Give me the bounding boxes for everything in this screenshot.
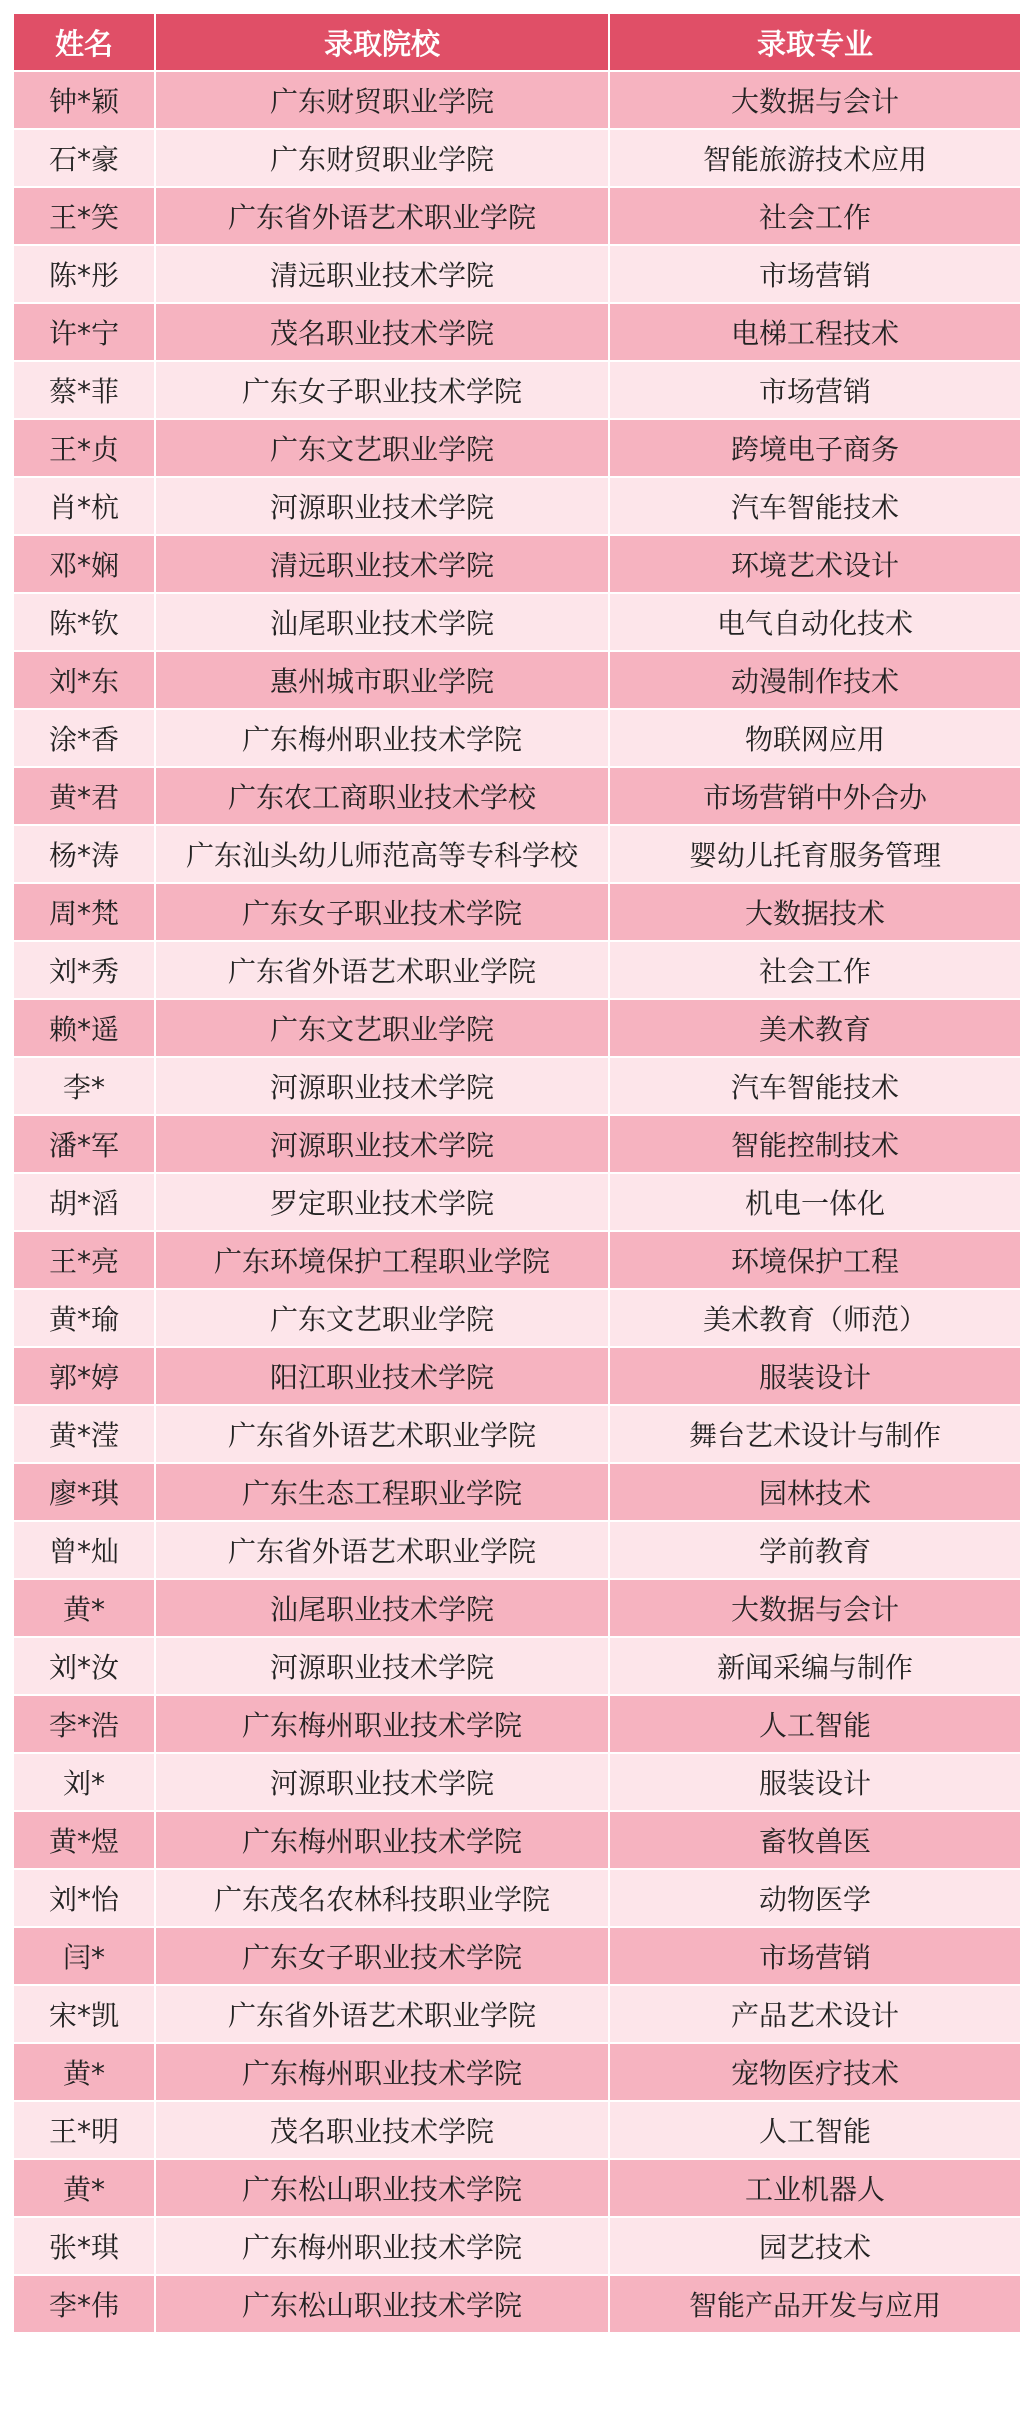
table-row	[13, 1521, 1021, 1579]
cell-major: 学前教育	[609, 1521, 1021, 1579]
cell-major: 新闻采编与制作	[609, 1637, 1021, 1695]
table-row	[13, 1347, 1021, 1405]
cell-name: 黄*君	[13, 767, 155, 825]
cell-name: 李*浩	[13, 1695, 155, 1753]
cell-major: 智能产品开发与应用	[609, 2275, 1021, 2333]
cell-name: 李*伟	[13, 2275, 155, 2333]
table-row	[13, 245, 1021, 303]
cell-school: 广东汕头幼儿师范高等专科学校	[155, 825, 609, 883]
cell-school: 广东梅州职业技术学院	[155, 1811, 609, 1869]
cell-name: 李*	[13, 1057, 155, 1115]
cell-name: 黄*	[13, 2043, 155, 2101]
cell-school: 广东梅州职业技术学院	[155, 1695, 609, 1753]
cell-school: 阳江职业技术学院	[155, 1347, 609, 1405]
table-row	[13, 1579, 1021, 1637]
cell-major: 产品艺术设计	[609, 1985, 1021, 2043]
table-row	[13, 1869, 1021, 1927]
table-row	[13, 2217, 1021, 2275]
cell-name: 王*亮	[13, 1231, 155, 1289]
cell-name: 周*梵	[13, 883, 155, 941]
cell-major: 机电一体化	[609, 1173, 1021, 1231]
table-row	[13, 1463, 1021, 1521]
cell-name: 黄*	[13, 2159, 155, 2217]
header-major: 录取专业	[609, 13, 1021, 71]
cell-name: 钟*颖	[13, 71, 155, 129]
table-row	[13, 941, 1021, 999]
cell-name: 胡*滔	[13, 1173, 155, 1231]
cell-major: 社会工作	[609, 941, 1021, 999]
cell-name: 刘*秀	[13, 941, 155, 999]
cell-school: 河源职业技术学院	[155, 1637, 609, 1695]
cell-major: 跨境电子商务	[609, 419, 1021, 477]
table-row	[13, 129, 1021, 187]
cell-major: 市场营销	[609, 361, 1021, 419]
cell-major: 汽车智能技术	[609, 1057, 1021, 1115]
table-body	[13, 71, 1021, 2333]
cell-school: 广东梅州职业技术学院	[155, 2217, 609, 2275]
cell-major: 服装设计	[609, 1753, 1021, 1811]
cell-name: 潘*军	[13, 1115, 155, 1173]
table-row	[13, 303, 1021, 361]
cell-school: 广东财贸职业学院	[155, 71, 609, 129]
admission-table-container	[12, 12, 1020, 2334]
cell-school: 河源职业技术学院	[155, 1057, 609, 1115]
table-row	[13, 883, 1021, 941]
cell-name: 赖*遥	[13, 999, 155, 1057]
cell-name: 刘*怡	[13, 1869, 155, 1927]
cell-major: 园艺技术	[609, 2217, 1021, 2275]
cell-major: 环境保护工程	[609, 1231, 1021, 1289]
cell-major: 动物医学	[609, 1869, 1021, 1927]
cell-school: 罗定职业技术学院	[155, 1173, 609, 1231]
cell-name: 王*贞	[13, 419, 155, 477]
cell-major: 市场营销	[609, 245, 1021, 303]
cell-school: 广东松山职业技术学院	[155, 2159, 609, 2217]
table-row	[13, 2043, 1021, 2101]
header-school: 录取院校	[155, 13, 609, 71]
cell-name: 陈*钦	[13, 593, 155, 651]
cell-name: 张*琪	[13, 2217, 155, 2275]
cell-name: 黄*	[13, 1579, 155, 1637]
cell-school: 河源职业技术学院	[155, 477, 609, 535]
cell-school: 广东环境保护工程职业学院	[155, 1231, 609, 1289]
cell-major: 社会工作	[609, 187, 1021, 245]
table-row	[13, 1753, 1021, 1811]
table-row	[13, 535, 1021, 593]
table-row	[13, 1811, 1021, 1869]
cell-name: 曾*灿	[13, 1521, 155, 1579]
table-row	[13, 767, 1021, 825]
table-row	[13, 1927, 1021, 1985]
cell-school: 广东省外语艺术职业学院	[155, 1985, 609, 2043]
cell-school: 广东财贸职业学院	[155, 129, 609, 187]
cell-major: 智能旅游技术应用	[609, 129, 1021, 187]
cell-major: 汽车智能技术	[609, 477, 1021, 535]
cell-name: 石*豪	[13, 129, 155, 187]
cell-major: 电梯工程技术	[609, 303, 1021, 361]
cell-major: 智能控制技术	[609, 1115, 1021, 1173]
cell-school: 广东文艺职业学院	[155, 419, 609, 477]
cell-name: 刘*汝	[13, 1637, 155, 1695]
cell-major: 大数据技术	[609, 883, 1021, 941]
header-row	[13, 13, 1021, 71]
cell-major: 婴幼儿托育服务管理	[609, 825, 1021, 883]
cell-major: 畜牧兽医	[609, 1811, 1021, 1869]
cell-name: 王*笑	[13, 187, 155, 245]
cell-name: 陈*彤	[13, 245, 155, 303]
table-row	[13, 419, 1021, 477]
cell-school: 汕尾职业技术学院	[155, 593, 609, 651]
cell-name: 蔡*菲	[13, 361, 155, 419]
cell-major: 环境艺术设计	[609, 535, 1021, 593]
cell-school: 广东松山职业技术学院	[155, 2275, 609, 2333]
cell-major: 美术教育	[609, 999, 1021, 1057]
cell-school: 广东省外语艺术职业学院	[155, 1521, 609, 1579]
cell-school: 广东女子职业技术学院	[155, 361, 609, 419]
cell-name: 黄*瑜	[13, 1289, 155, 1347]
table-row	[13, 2275, 1021, 2333]
table-row	[13, 709, 1021, 767]
cell-school: 广东梅州职业技术学院	[155, 2043, 609, 2101]
cell-name: 王*明	[13, 2101, 155, 2159]
admission-table	[12, 12, 1022, 2334]
table-row	[13, 1173, 1021, 1231]
cell-major: 大数据与会计	[609, 1579, 1021, 1637]
table-row	[13, 1289, 1021, 1347]
table-row	[13, 593, 1021, 651]
table-row	[13, 1231, 1021, 1289]
table-row	[13, 999, 1021, 1057]
cell-name: 刘*东	[13, 651, 155, 709]
cell-name: 廖*琪	[13, 1463, 155, 1521]
cell-name: 刘*	[13, 1753, 155, 1811]
cell-name: 许*宁	[13, 303, 155, 361]
table-row	[13, 825, 1021, 883]
cell-school: 茂名职业技术学院	[155, 2101, 609, 2159]
table-row	[13, 361, 1021, 419]
cell-school: 广东生态工程职业学院	[155, 1463, 609, 1521]
table-row	[13, 1115, 1021, 1173]
cell-school: 广东女子职业技术学院	[155, 883, 609, 941]
cell-school: 汕尾职业技术学院	[155, 1579, 609, 1637]
cell-school: 惠州城市职业学院	[155, 651, 609, 709]
cell-name: 涂*香	[13, 709, 155, 767]
table-row	[13, 71, 1021, 129]
cell-school: 广东农工商职业技术学校	[155, 767, 609, 825]
table-row	[13, 1695, 1021, 1753]
table-row	[13, 1057, 1021, 1115]
cell-school: 广东文艺职业学院	[155, 1289, 609, 1347]
table-header	[13, 13, 1021, 71]
cell-major: 人工智能	[609, 1695, 1021, 1753]
cell-school: 河源职业技术学院	[155, 1115, 609, 1173]
table-row	[13, 1405, 1021, 1463]
cell-school: 清远职业技术学院	[155, 535, 609, 593]
cell-school: 广东梅州职业技术学院	[155, 709, 609, 767]
cell-name: 宋*凯	[13, 1985, 155, 2043]
cell-name: 闫*	[13, 1927, 155, 1985]
cell-school: 清远职业技术学院	[155, 245, 609, 303]
table-row	[13, 477, 1021, 535]
cell-major: 大数据与会计	[609, 71, 1021, 129]
table-row	[13, 1637, 1021, 1695]
header-name: 姓名	[13, 13, 155, 71]
cell-school: 河源职业技术学院	[155, 1753, 609, 1811]
cell-school: 广东省外语艺术职业学院	[155, 187, 609, 245]
table-row	[13, 1985, 1021, 2043]
table-row	[13, 651, 1021, 709]
cell-name: 黄*煜	[13, 1811, 155, 1869]
cell-major: 美术教育（师范）	[609, 1289, 1021, 1347]
cell-name: 杨*涛	[13, 825, 155, 883]
cell-major: 园林技术	[609, 1463, 1021, 1521]
cell-school: 广东茂名农林科技职业学院	[155, 1869, 609, 1927]
table-row	[13, 2101, 1021, 2159]
cell-major: 人工智能	[609, 2101, 1021, 2159]
cell-name: 郭*婷	[13, 1347, 155, 1405]
cell-major: 电气自动化技术	[609, 593, 1021, 651]
cell-school: 茂名职业技术学院	[155, 303, 609, 361]
cell-major: 市场营销	[609, 1927, 1021, 1985]
table-row	[13, 2159, 1021, 2217]
cell-major: 工业机器人	[609, 2159, 1021, 2217]
cell-major: 动漫制作技术	[609, 651, 1021, 709]
cell-name: 黄*滢	[13, 1405, 155, 1463]
cell-major: 物联网应用	[609, 709, 1021, 767]
cell-major: 服装设计	[609, 1347, 1021, 1405]
cell-school: 广东文艺职业学院	[155, 999, 609, 1057]
table-row	[13, 187, 1021, 245]
cell-name: 肖*杭	[13, 477, 155, 535]
cell-major: 宠物医疗技术	[609, 2043, 1021, 2101]
cell-school: 广东女子职业技术学院	[155, 1927, 609, 1985]
cell-major: 市场营销中外合办	[609, 767, 1021, 825]
cell-school: 广东省外语艺术职业学院	[155, 1405, 609, 1463]
cell-school: 广东省外语艺术职业学院	[155, 941, 609, 999]
cell-major: 舞台艺术设计与制作	[609, 1405, 1021, 1463]
cell-name: 邓*娴	[13, 535, 155, 593]
